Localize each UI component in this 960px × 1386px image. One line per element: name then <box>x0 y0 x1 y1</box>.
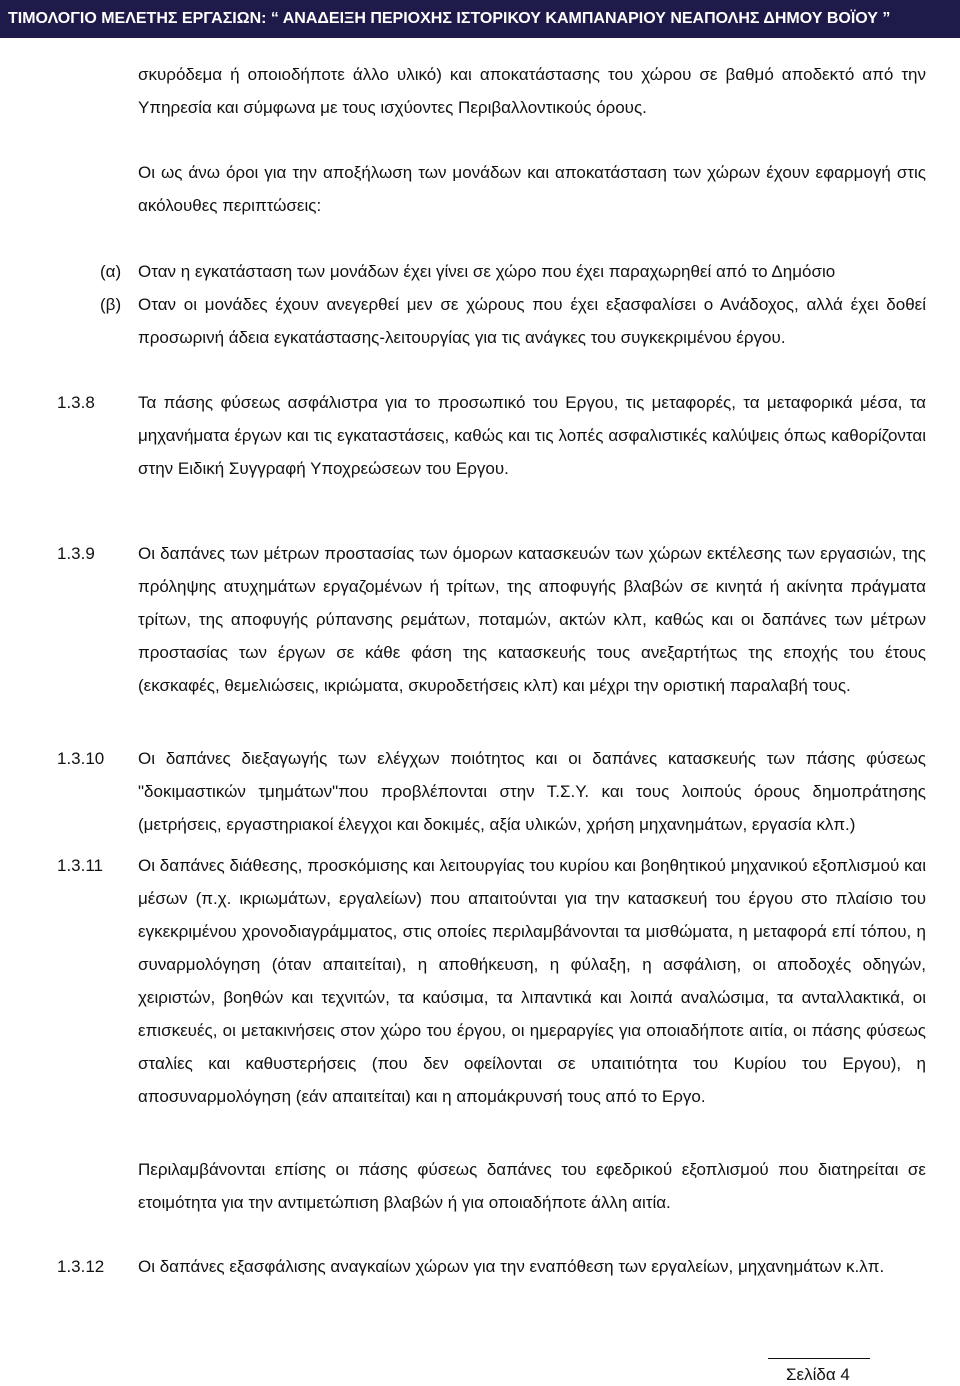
case-b-text: Οταν οι μονάδες έχουν ανεγερθεί μεν σε χώρους που έχει εξασφαλίσει ο Ανάδοχος, αλλά έχει δοθεί προσωρινή άδεια εγκατάστασης-λειτουργίας για τις ανάγκες του συγκεκριμένου έργου. <box>138 295 926 347</box>
footer-rule <box>768 1358 870 1359</box>
section-number-1-3-8: 1.3.8 <box>57 393 95 412</box>
section-number-1-3-11: 1.3.11 <box>57 856 104 875</box>
section-text-1-3-9: Οι δαπάνες των μέτρων προστασίας των όμορων κατασκευών των χώρων εκτέλεσης των εργασιών, της πρόληψης ατυχημάτων εργαζομένων ή τρίτων, της αποφυγής βλαβών σε κινητά ή ακίνητα πράγματα τρίτων, της αποφυγής ρύπανσης ρεμάτων, ποταμών, ακτών κλπ, καθώς και οι δαπάνες των μέτρων προστασίας των έργων σε κάθε φάση της κατασκευής τους ανεξαρτήτως της εποχής του έτους (εκσκαφές, θεμελιώσεις, ικριώματα, σκυροδετήσεις κλπ) και μέχρι την οριστική παραλαβή τους. <box>138 544 926 695</box>
section-number-1-3-12: 1.3.12 <box>57 1257 105 1276</box>
section-text-1-3-10: Οι δαπάνες διεξαγωγής των ελέγχων ποιότητος και οι δαπάνες κατασκευής των πάσης φύσεως "δοκιμαστικών τμημάτων"που προβλέπονται στην Τ.Σ.Υ. και τους λοιπούς όρους δημοπράτησης (μετρήσεις, εργαστηριακοί έλεγχοι και δοκιμές, αξία υλικών, χρήση μηχανημάτων, εργασία κλπ.) <box>138 749 926 834</box>
case-a-label: (α) <box>100 262 122 281</box>
document-header: ΤΙΜΟΛΟΓΙΟ ΜΕΛΕΤΗΣ ΕΡΓΑΣΙΩΝ: “ ΑΝΑΔΕΙΞΗ ΠΕΡΙΟΧΗΣ ΙΣΤΟΡΙΚΟΥ ΚΑΜΠΑΝΑΡΙΟΥ ΝΕΑΠΟΛΗΣ ΔΗΜΟΥ ΒΟΪΟΥ ” <box>0 0 960 38</box>
page-number: Σελίδα 4 <box>786 1365 850 1384</box>
section-text-1-3-11: Οι δαπάνες διάθεσης, προσκόμισης και λειτουργίας του κυρίου και βοηθητικού μηχανικού εξοπλισμού και μέσων (π.χ. ικριωμάτων, εργαλείων) που απαιτούνται για την κατασκευή του έργου στο πλαίσιο του εγκεκριμένου χρονοδιαγράμματος, στις οποίες περιλαμβάνονται τα μισθώματα, η μεταφορά επί τόπου, η συναρμολόγηση (όταν απαιτείται), η αποθήκευση, η φύλαξη, η ασφάλιση, οι αποδοχές οδηγών, χειριστών, βοηθών και τεχνιτών, τα καύσιμα, τα λιπαντικά και λοιπά αναλώσιμα, τα ανταλλακτικά, οι επισκευές, οι μετακινήσεις στον χώρο του έργου, οι ημεραργίες για οποιαδήποτε αιτία, οι πάσης φύσεως σταλίες και καθυστερήσεις (που δεν οφείλονται σε υπαιτιότητα του Κυρίου του Εργου), η αποσυναρμολόγηση (εάν απαιτείται) και η απομάκρυνσή τους από το Εργο. <box>138 856 926 1106</box>
section-text-1-3-12: Οι δαπάνες εξασφάλισης αναγκαίων χώρων για την εναπόθεση των εργαλείων, μηχανημάτων κ.λπ. <box>138 1257 885 1276</box>
terms-intro-paragraph: Οι ως άνω όροι για την αποξήλωση των μονάδων και αποκατάσταση των χώρων έχουν εφαρμογή στις ακόλουθες περιπτώσεις: <box>138 163 926 215</box>
continuation-paragraph: σκυρόδεμα ή οποιοδήποτε άλλο υλικό) και αποκατάστασης του χώρου σε βαθμό αποδεκτό από την Υπηρεσία και σύμφωνα με τους ισχύοντες Περιβαλλοντικούς όρους. <box>138 65 926 117</box>
section-text-1-3-11-extra: Περιλαμβάνονται επίσης οι πάσης φύσεως δαπάνες του εφεδρικού εξοπλισμού που διατηρείται σε ετοιμότητα για την αντιμετώπιση βλαβών ή για οποιαδήποτε άλλη αιτία. <box>138 1160 926 1212</box>
section-text-1-3-8: Τα πάσης φύσεως ασφάλιστρα για το προσωπικό του Εργου, τις μεταφορές, τα μεταφορικά μέσα, τα μηχανήματα έργων και τις εγκαταστάσεις, καθώς και τις λοπές ασφαλιστικές καλύψεις όπως καθορίζονται στην Ειδική Συγγραφή Υποχρεώσεων του Εργου. <box>138 393 926 478</box>
section-number-1-3-10: 1.3.10 <box>57 749 105 768</box>
section-number-1-3-9: 1.3.9 <box>57 544 95 563</box>
case-a-text: Οταν η εγκατάσταση των μονάδων έχει γίνει σε χώρο που έχει παραχωρηθεί από το Δημόσιο <box>138 262 836 281</box>
case-b-label: (β) <box>100 295 122 314</box>
